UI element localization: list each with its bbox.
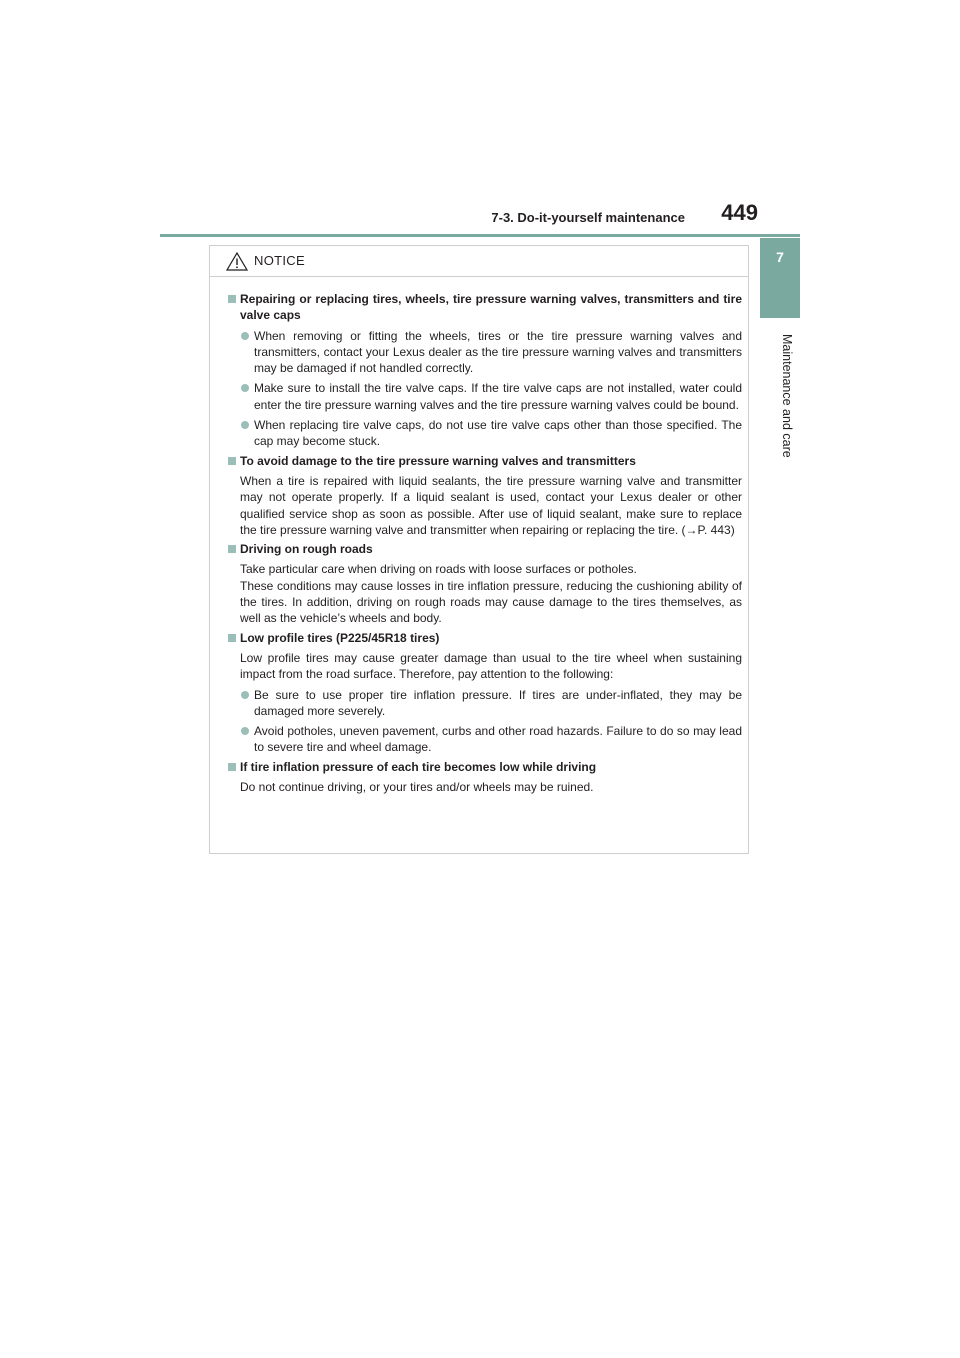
round-bullet-icon [241,727,249,735]
square-bullet-icon [228,545,236,553]
section-heading-text: Repairing or replacing tires, wheels, tire pressure warning valves, transmitters and tire valve caps [240,292,742,323]
page-header [160,200,800,237]
section-paragraph [228,561,742,626]
section-heading [228,453,742,469]
warning-triangle-icon [226,252,248,271]
chapter-tab-block [760,238,800,318]
bullet-text: Avoid potholes, uneven pavement, curbs and other road hazards. Failure to do so may lead to severe tire and wheel damage. [254,724,742,755]
section-heading-text: To avoid damage to the tire pressure warning valves and transmitters [240,453,636,468]
bullet-item [228,687,742,720]
section-heading-text: Low profile tires (P225/45R18 tires) [240,630,440,645]
square-bullet-icon [228,295,236,303]
round-bullet-icon [241,691,249,699]
square-bullet-icon [228,457,236,465]
notice-section-low-pressure [228,759,742,796]
round-bullet-icon [241,384,249,392]
page-number: 449 [721,200,758,225]
bullet-text: When removing or fitting the wheels, tires or the tire pressure warning valves and transmitters, contact your Lexus dealer as the tire pressure warning valves and transmitters may be damaged if not handled correctly. [254,328,742,376]
bullet-text: Make sure to install the tire valve caps. If the tire valve caps are not installed, water could enter the tire pressure warning valves and the tire pressure warning valves could be bound. [254,381,742,412]
bullet-item [228,417,742,450]
chapter-title: Maintenance and care [780,334,794,458]
bullet-item [228,380,742,413]
bullet-item [228,328,742,377]
paragraph-line: Take particular care when driving on roads with loose surfaces or potholes. [240,562,637,577]
paragraph-line: These conditions may cause losses in tire inflation pressure, reducing the cushioning ability of the tires. In addition, driving on rough roads may cause damage to the tires themselves, as well as the vehicle’s wheels and body. [240,578,742,626]
section-heading-text: If tire inflation pressure of each tire becomes low while driving [240,759,597,774]
chapter-number: 7 [776,249,784,265]
square-bullet-icon [228,763,236,771]
chapter-side-tab [760,238,800,798]
bullet-text: When replacing tire valve caps, do not use tire valve caps other than those specified. The cap may become stuck. [254,418,742,449]
bullet-item [228,723,742,756]
notice-section-low-profile [228,630,742,756]
section-title: 7-3. Do-it-yourself maintenance [491,210,685,225]
section-heading [228,759,742,775]
notice-section-rough-roads [228,541,742,626]
notice-title: NOTICE [254,253,305,268]
notice-box [209,245,749,854]
round-bullet-icon [241,421,249,429]
round-bullet-icon [241,332,249,340]
section-heading [228,541,742,557]
section-paragraph: When a tire is repaired with liquid sealants, the tire pressure warning valve and transmitter may not operate properly. If a liquid sealant is used, contact your Lexus dealer or other qualified service shop as soon as possible. After use of liquid sealant, make sure to replace the tire pressure warning valve and transmitter when repairing or replacing the tire. (→P. 443) [240,473,742,537]
notice-section-avoid-damage [228,453,742,538]
section-heading [228,630,742,646]
section-heading-text: Driving on rough roads [240,542,373,557]
section-paragraph: Low profile tires may cause greater damage than usual to the tire wheel when sustaining impact from the road surface. Therefore, pay attention to the following: [240,650,742,682]
notice-body [210,277,748,795]
notice-header [210,246,748,277]
notice-section-repairing [228,291,742,450]
section-heading [228,291,742,324]
square-bullet-icon [228,634,236,642]
section-paragraph: Do not continue driving, or your tires and/or wheels may be ruined. [240,780,594,795]
bullet-text: Be sure to use proper tire inflation pressure. If tires are under-inflated, they may be damaged more severely. [254,687,742,718]
